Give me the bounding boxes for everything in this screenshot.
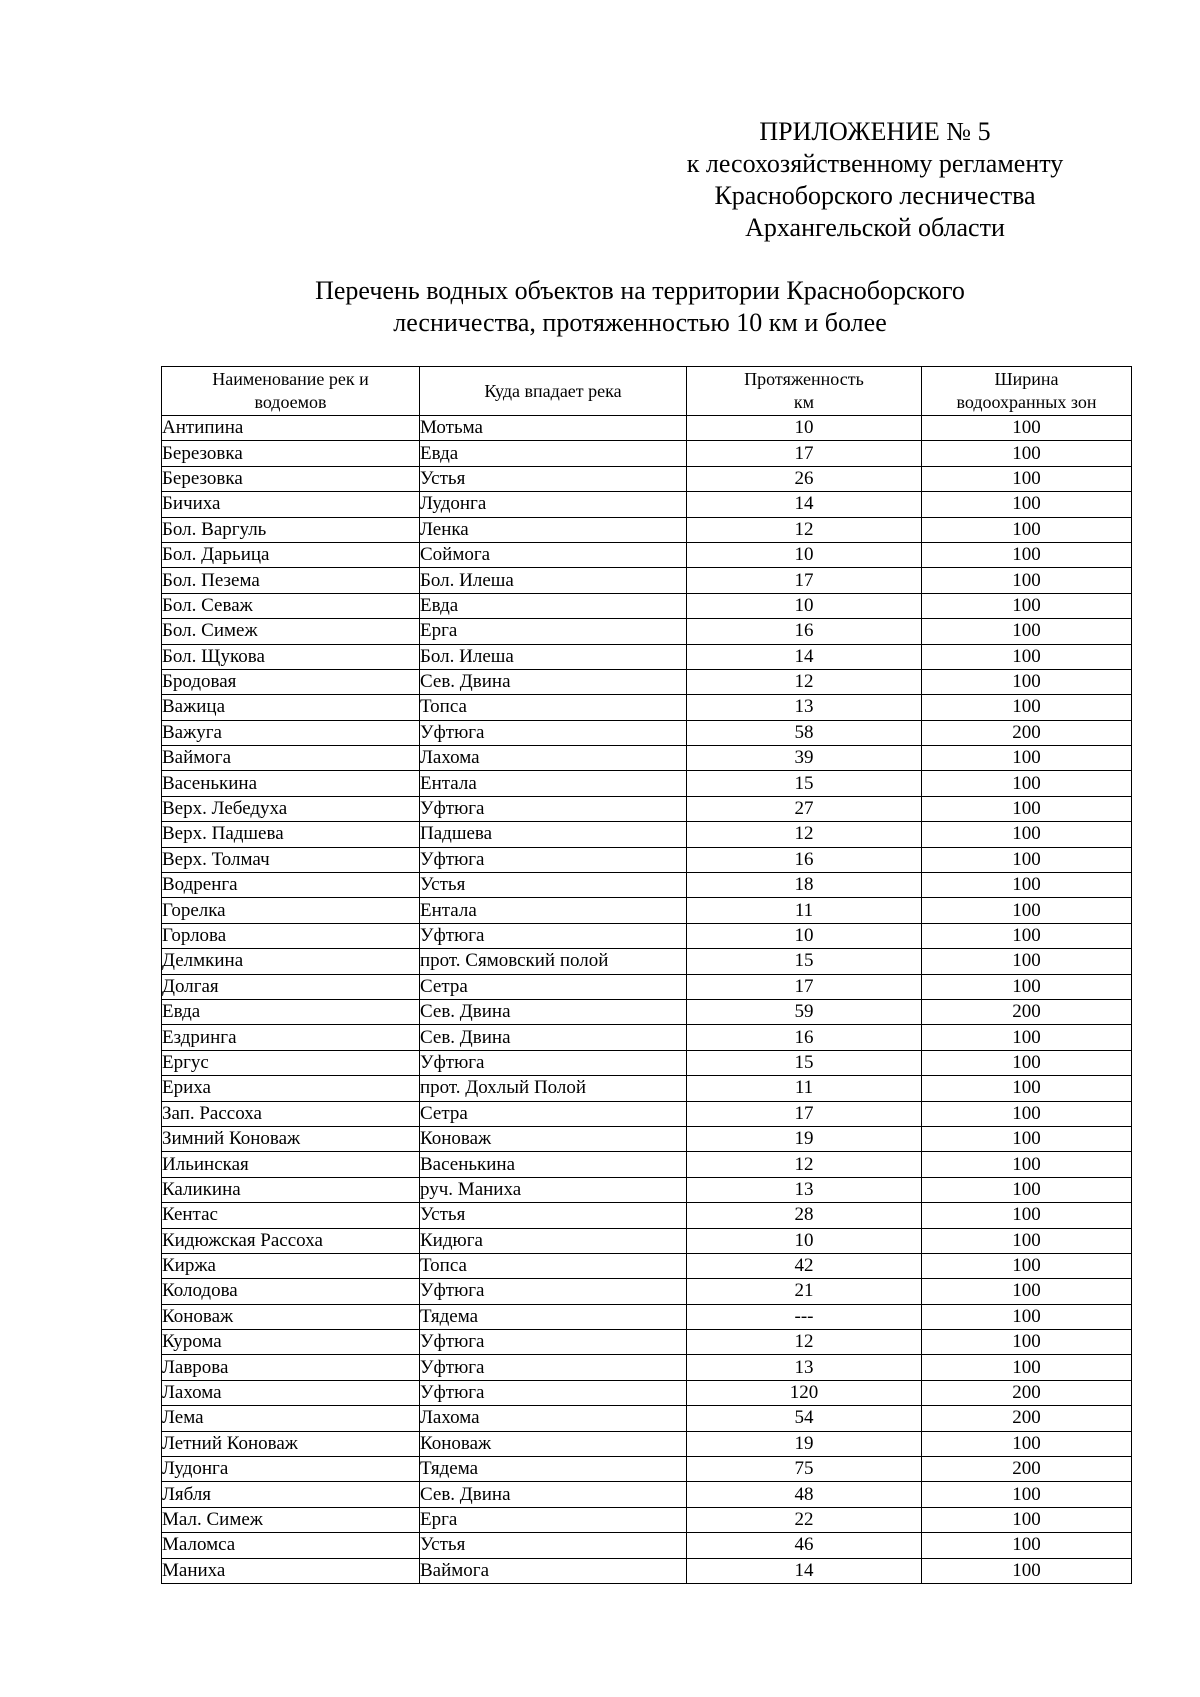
river-mouth-cell: Уфтюга bbox=[420, 847, 687, 872]
river-name-cell: Васенькина bbox=[162, 771, 420, 796]
river-length-cell: --- bbox=[687, 1304, 922, 1329]
table-row bbox=[162, 1380, 1132, 1405]
river-length-cell: 12 bbox=[687, 1330, 922, 1355]
table-row bbox=[162, 1533, 1132, 1558]
river-name-cell: Лябля bbox=[162, 1482, 420, 1507]
river-length-cell: 16 bbox=[687, 1025, 922, 1050]
table-body bbox=[162, 416, 1132, 1584]
river-mouth-cell: Васенькина bbox=[420, 1152, 687, 1177]
river-length-cell: 14 bbox=[687, 644, 922, 669]
river-name-cell: Водренга bbox=[162, 873, 420, 898]
table-header-row bbox=[162, 367, 1132, 416]
zone-width-cell: 100 bbox=[922, 949, 1132, 974]
river-length-cell: 48 bbox=[687, 1482, 922, 1507]
river-length-cell: 46 bbox=[687, 1533, 922, 1558]
title-line: Перечень водных объектов на территории Красноборского bbox=[315, 276, 965, 305]
zone-width-cell: 100 bbox=[922, 1025, 1132, 1050]
zone-width-cell: 200 bbox=[922, 1406, 1132, 1431]
zone-width-cell: 100 bbox=[922, 492, 1132, 517]
zone-width-cell: 100 bbox=[922, 1076, 1132, 1101]
river-length-cell: 12 bbox=[687, 1152, 922, 1177]
table-row bbox=[162, 949, 1132, 974]
zone-width-cell: 100 bbox=[922, 974, 1132, 999]
zone-width-cell: 100 bbox=[922, 898, 1132, 923]
river-mouth-cell: прот. Сямовский полой bbox=[420, 949, 687, 974]
zone-width-cell: 100 bbox=[922, 441, 1132, 466]
river-mouth-cell: Сетра bbox=[420, 974, 687, 999]
river-length-cell: 39 bbox=[687, 746, 922, 771]
zone-width-cell: 200 bbox=[922, 999, 1132, 1024]
river-length-cell: 12 bbox=[687, 517, 922, 542]
river-name-cell: Бол. Пезема bbox=[162, 568, 420, 593]
river-name-cell: Антипина bbox=[162, 416, 420, 441]
header-length: Протяженность км bbox=[687, 367, 922, 416]
table-row bbox=[162, 669, 1132, 694]
river-length-cell: 28 bbox=[687, 1203, 922, 1228]
river-mouth-cell: Коноваж bbox=[420, 1431, 687, 1456]
zone-width-cell: 100 bbox=[922, 1228, 1132, 1253]
river-mouth-cell: Тядема bbox=[420, 1304, 687, 1329]
table-row bbox=[162, 1406, 1132, 1431]
table-row bbox=[162, 720, 1132, 745]
zone-width-cell: 100 bbox=[922, 568, 1132, 593]
zone-width-cell: 100 bbox=[922, 1330, 1132, 1355]
river-mouth-cell: Топса bbox=[420, 1253, 687, 1278]
river-name-cell: Маниха bbox=[162, 1558, 420, 1583]
river-name-cell: Кидюжская Рассоха bbox=[162, 1228, 420, 1253]
river-name-cell: Бол. Севаж bbox=[162, 593, 420, 618]
table-row bbox=[162, 847, 1132, 872]
river-length-cell: 10 bbox=[687, 923, 922, 948]
river-length-cell: 12 bbox=[687, 822, 922, 847]
river-name-cell: Горелка bbox=[162, 898, 420, 923]
table-row bbox=[162, 1558, 1132, 1583]
river-name-cell: Лаврова bbox=[162, 1355, 420, 1380]
appendix-line: к лесохозяйственному регламенту bbox=[686, 149, 1064, 178]
zone-width-cell: 100 bbox=[922, 746, 1132, 771]
table-row bbox=[162, 1279, 1132, 1304]
appendix-line: Архангельской области bbox=[745, 213, 1005, 242]
river-mouth-cell: Тядема bbox=[420, 1457, 687, 1482]
table-row bbox=[162, 1050, 1132, 1075]
river-mouth-cell: прот. Дохлый Полой bbox=[420, 1076, 687, 1101]
table-row bbox=[162, 1482, 1132, 1507]
river-name-cell: Верх. Толмач bbox=[162, 847, 420, 872]
zone-width-cell: 100 bbox=[922, 1279, 1132, 1304]
river-mouth-cell: Ленка bbox=[420, 517, 687, 542]
river-length-cell: 19 bbox=[687, 1126, 922, 1151]
river-name-cell: Бродовая bbox=[162, 669, 420, 694]
river-length-cell: 16 bbox=[687, 847, 922, 872]
river-length-cell: 15 bbox=[687, 771, 922, 796]
zone-width-cell: 100 bbox=[922, 1203, 1132, 1228]
river-length-cell: 11 bbox=[687, 898, 922, 923]
header-name: Наименование рек и водоемов bbox=[162, 367, 420, 416]
zone-width-cell: 200 bbox=[922, 720, 1132, 745]
table-row bbox=[162, 1457, 1132, 1482]
zone-width-cell: 100 bbox=[922, 1101, 1132, 1126]
river-length-cell: 13 bbox=[687, 1177, 922, 1202]
table-row bbox=[162, 1076, 1132, 1101]
table-row bbox=[162, 1431, 1132, 1456]
table-row bbox=[162, 466, 1132, 491]
river-length-cell: 10 bbox=[687, 416, 922, 441]
river-name-cell: Курома bbox=[162, 1330, 420, 1355]
zone-width-cell: 100 bbox=[922, 669, 1132, 694]
river-length-cell: 16 bbox=[687, 619, 922, 644]
river-length-cell: 13 bbox=[687, 1355, 922, 1380]
river-mouth-cell: Уфтюга bbox=[420, 720, 687, 745]
river-name-cell: Каликина bbox=[162, 1177, 420, 1202]
zone-width-cell: 100 bbox=[922, 1304, 1132, 1329]
river-mouth-cell: Ерга bbox=[420, 1507, 687, 1532]
river-name-cell: Верх. Лебедуха bbox=[162, 796, 420, 821]
zone-width-cell: 100 bbox=[922, 695, 1132, 720]
zone-width-cell: 100 bbox=[922, 1533, 1132, 1558]
river-mouth-cell: Устья bbox=[420, 873, 687, 898]
zone-width-cell: 100 bbox=[922, 1050, 1132, 1075]
river-name-cell: Летний Коноваж bbox=[162, 1431, 420, 1456]
river-length-cell: 59 bbox=[687, 999, 922, 1024]
river-mouth-cell: Сетра bbox=[420, 1101, 687, 1126]
zone-width-cell: 100 bbox=[922, 466, 1132, 491]
zone-width-cell: 100 bbox=[922, 873, 1132, 898]
river-length-cell: 17 bbox=[687, 568, 922, 593]
zone-width-cell: 100 bbox=[922, 796, 1132, 821]
river-mouth-cell: Уфтюга bbox=[420, 1380, 687, 1405]
zone-width-cell: 100 bbox=[922, 542, 1132, 567]
river-name-cell: Бол. Дарьица bbox=[162, 542, 420, 567]
river-name-cell: Бол. Варгуль bbox=[162, 517, 420, 542]
river-name-cell: Колодова bbox=[162, 1279, 420, 1304]
river-mouth-cell: Падшева bbox=[420, 822, 687, 847]
river-name-cell: Бол. Щукова bbox=[162, 644, 420, 669]
table-row bbox=[162, 441, 1132, 466]
river-mouth-cell: Сев. Двина bbox=[420, 1482, 687, 1507]
table-row bbox=[162, 517, 1132, 542]
appendix-line: Красноборского лесничества bbox=[714, 181, 1036, 210]
river-length-cell: 22 bbox=[687, 1507, 922, 1532]
river-name-cell: Киржа bbox=[162, 1253, 420, 1278]
zone-width-cell: 100 bbox=[922, 822, 1132, 847]
river-mouth-cell: Ентала bbox=[420, 898, 687, 923]
river-mouth-cell: руч. Маниха bbox=[420, 1177, 687, 1202]
table-row bbox=[162, 1126, 1132, 1151]
zone-width-cell: 100 bbox=[922, 1482, 1132, 1507]
zone-width-cell: 100 bbox=[922, 517, 1132, 542]
river-length-cell: 54 bbox=[687, 1406, 922, 1431]
river-name-cell: Верх. Падшева bbox=[162, 822, 420, 847]
table-row bbox=[162, 796, 1132, 821]
river-mouth-cell: Уфтюга bbox=[420, 1355, 687, 1380]
river-length-cell: 10 bbox=[687, 542, 922, 567]
table-row bbox=[162, 1228, 1132, 1253]
table-row bbox=[162, 974, 1132, 999]
table-row bbox=[162, 492, 1132, 517]
table-row bbox=[162, 619, 1132, 644]
river-name-cell: Маломса bbox=[162, 1533, 420, 1558]
rivers-table bbox=[161, 366, 1132, 1584]
zone-width-cell: 100 bbox=[922, 1126, 1132, 1151]
river-mouth-cell: Сев. Двина bbox=[420, 1025, 687, 1050]
zone-width-cell: 100 bbox=[922, 1431, 1132, 1456]
river-mouth-cell: Коноваж bbox=[420, 1126, 687, 1151]
river-name-cell: Мал. Симеж bbox=[162, 1507, 420, 1532]
appendix-number: ПРИЛОЖЕНИЕ № 5 bbox=[759, 117, 991, 146]
zone-width-cell: 100 bbox=[922, 593, 1132, 618]
river-mouth-cell: Уфтюга bbox=[420, 1050, 687, 1075]
zone-width-cell: 100 bbox=[922, 923, 1132, 948]
river-name-cell: Евда bbox=[162, 999, 420, 1024]
river-length-cell: 75 bbox=[687, 1457, 922, 1482]
table-row bbox=[162, 1330, 1132, 1355]
river-name-cell: Бичиха bbox=[162, 492, 420, 517]
river-name-cell: Ергус bbox=[162, 1050, 420, 1075]
river-mouth-cell: Уфтюга bbox=[420, 1330, 687, 1355]
river-length-cell: 58 bbox=[687, 720, 922, 745]
table-row bbox=[162, 695, 1132, 720]
table-row bbox=[162, 1177, 1132, 1202]
river-mouth-cell: Уфтюга bbox=[420, 796, 687, 821]
table-row bbox=[162, 771, 1132, 796]
river-mouth-cell: Устья bbox=[420, 1533, 687, 1558]
zone-width-cell: 100 bbox=[922, 847, 1132, 872]
river-mouth-cell: Ваймога bbox=[420, 1558, 687, 1583]
river-length-cell: 19 bbox=[687, 1431, 922, 1456]
river-mouth-cell: Топса bbox=[420, 695, 687, 720]
table-row bbox=[162, 644, 1132, 669]
table-row bbox=[162, 873, 1132, 898]
river-length-cell: 10 bbox=[687, 593, 922, 618]
river-mouth-cell: Ерга bbox=[420, 619, 687, 644]
table-row bbox=[162, 416, 1132, 441]
table-row bbox=[162, 568, 1132, 593]
river-mouth-cell: Ентала bbox=[420, 771, 687, 796]
river-mouth-cell: Кидюга bbox=[420, 1228, 687, 1253]
river-mouth-cell: Мотьма bbox=[420, 416, 687, 441]
river-name-cell: Ваймога bbox=[162, 746, 420, 771]
river-mouth-cell: Сев. Двина bbox=[420, 669, 687, 694]
table-row bbox=[162, 999, 1132, 1024]
table-row bbox=[162, 898, 1132, 923]
river-mouth-cell: Евда bbox=[420, 593, 687, 618]
table-row bbox=[162, 1152, 1132, 1177]
title-line: лесничества, протяженностью 10 км и более bbox=[393, 308, 887, 337]
zone-width-cell: 100 bbox=[922, 1558, 1132, 1583]
river-length-cell: 14 bbox=[687, 1558, 922, 1583]
table-row bbox=[162, 593, 1132, 618]
river-mouth-cell: Бол. Илеша bbox=[420, 644, 687, 669]
table-row bbox=[162, 923, 1132, 948]
river-name-cell: Кентас bbox=[162, 1203, 420, 1228]
zone-width-cell: 100 bbox=[922, 1355, 1132, 1380]
table-row bbox=[162, 1507, 1132, 1532]
river-mouth-cell: Лахома bbox=[420, 746, 687, 771]
river-name-cell: Зап. Рассоха bbox=[162, 1101, 420, 1126]
table-row bbox=[162, 1304, 1132, 1329]
river-name-cell: Долгая bbox=[162, 974, 420, 999]
zone-width-cell: 100 bbox=[922, 619, 1132, 644]
river-length-cell: 18 bbox=[687, 873, 922, 898]
river-length-cell: 17 bbox=[687, 1101, 922, 1126]
river-length-cell: 42 bbox=[687, 1253, 922, 1278]
river-mouth-cell: Лудонга bbox=[420, 492, 687, 517]
table-row bbox=[162, 822, 1132, 847]
zone-width-cell: 100 bbox=[922, 1507, 1132, 1532]
river-mouth-cell: Уфтюга bbox=[420, 923, 687, 948]
zone-width-cell: 100 bbox=[922, 416, 1132, 441]
river-name-cell: Горлова bbox=[162, 923, 420, 948]
table-row bbox=[162, 1253, 1132, 1278]
river-mouth-cell: Сев. Двина bbox=[420, 999, 687, 1024]
river-name-cell: Ильинская bbox=[162, 1152, 420, 1177]
river-length-cell: 13 bbox=[687, 695, 922, 720]
zone-width-cell: 100 bbox=[922, 1152, 1132, 1177]
river-mouth-cell: Устья bbox=[420, 1203, 687, 1228]
river-mouth-cell: Соймога bbox=[420, 542, 687, 567]
river-length-cell: 26 bbox=[687, 466, 922, 491]
river-name-cell: Ериха bbox=[162, 1076, 420, 1101]
river-name-cell: Березовка bbox=[162, 466, 420, 491]
zone-width-cell: 200 bbox=[922, 1380, 1132, 1405]
river-length-cell: 15 bbox=[687, 949, 922, 974]
river-name-cell: Важица bbox=[162, 695, 420, 720]
zone-width-cell: 100 bbox=[922, 1253, 1132, 1278]
river-length-cell: 27 bbox=[687, 796, 922, 821]
river-length-cell: 10 bbox=[687, 1228, 922, 1253]
table-row bbox=[162, 1203, 1132, 1228]
river-name-cell: Важуга bbox=[162, 720, 420, 745]
river-name-cell: Лема bbox=[162, 1406, 420, 1431]
table-row bbox=[162, 1101, 1132, 1126]
header-mouth: Куда впадает река bbox=[420, 367, 687, 416]
river-length-cell: 12 bbox=[687, 669, 922, 694]
appendix-header bbox=[640, 116, 1110, 244]
river-length-cell: 11 bbox=[687, 1076, 922, 1101]
river-name-cell: Коноваж bbox=[162, 1304, 420, 1329]
river-mouth-cell: Евда bbox=[420, 441, 687, 466]
document-title bbox=[160, 275, 1120, 339]
river-name-cell: Зимний Коноваж bbox=[162, 1126, 420, 1151]
table-row bbox=[162, 1025, 1132, 1050]
river-length-cell: 17 bbox=[687, 974, 922, 999]
zone-width-cell: 100 bbox=[922, 771, 1132, 796]
river-length-cell: 15 bbox=[687, 1050, 922, 1075]
river-name-cell: Березовка bbox=[162, 441, 420, 466]
river-length-cell: 21 bbox=[687, 1279, 922, 1304]
river-name-cell: Лудонга bbox=[162, 1457, 420, 1482]
table-row bbox=[162, 1355, 1132, 1380]
river-length-cell: 120 bbox=[687, 1380, 922, 1405]
river-mouth-cell: Лахома bbox=[420, 1406, 687, 1431]
table-row bbox=[162, 746, 1132, 771]
river-mouth-cell: Устья bbox=[420, 466, 687, 491]
table-row bbox=[162, 542, 1132, 567]
zone-width-cell: 100 bbox=[922, 644, 1132, 669]
river-length-cell: 14 bbox=[687, 492, 922, 517]
zone-width-cell: 100 bbox=[922, 1177, 1132, 1202]
river-name-cell: Лахома bbox=[162, 1380, 420, 1405]
river-mouth-cell: Бол. Илеша bbox=[420, 568, 687, 593]
river-name-cell: Делмкина bbox=[162, 949, 420, 974]
zone-width-cell: 200 bbox=[922, 1457, 1132, 1482]
river-name-cell: Бол. Симеж bbox=[162, 619, 420, 644]
header-width: Ширина водоохранных зон bbox=[922, 367, 1132, 416]
river-length-cell: 17 bbox=[687, 441, 922, 466]
river-mouth-cell: Уфтюга bbox=[420, 1279, 687, 1304]
river-name-cell: Ездринга bbox=[162, 1025, 420, 1050]
